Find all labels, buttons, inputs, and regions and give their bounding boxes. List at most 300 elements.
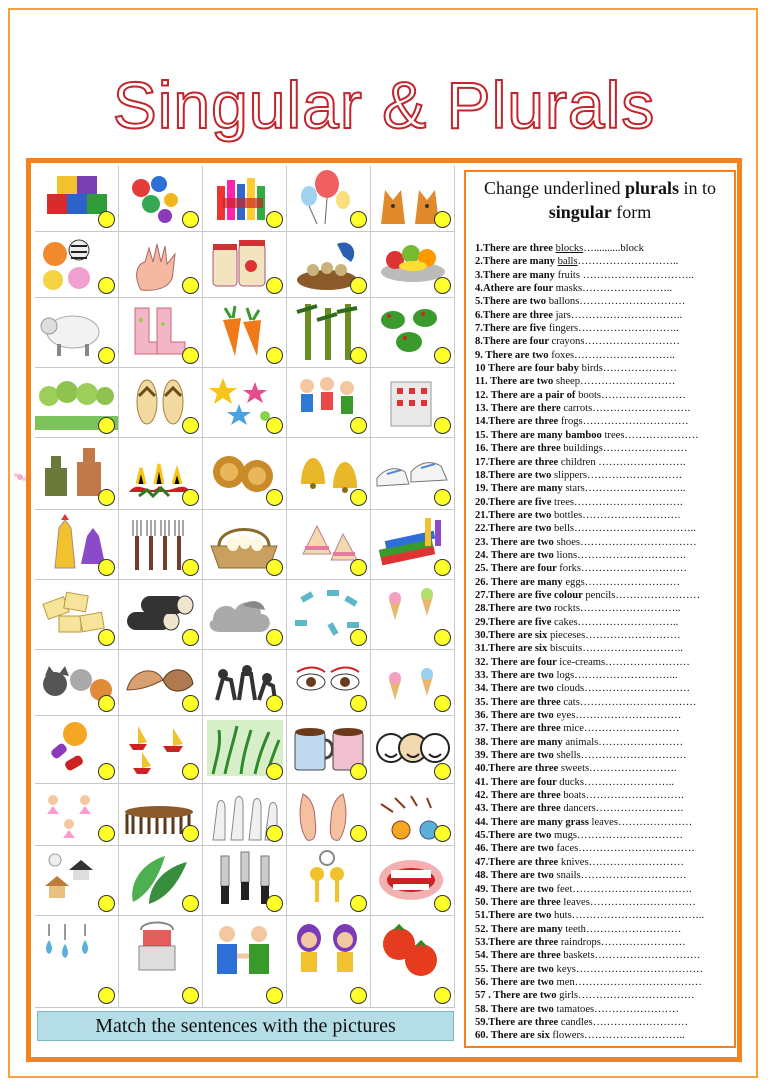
answer-blank[interactable]: ……………………. [595, 803, 684, 815]
instruction-bold-2: singular [548, 202, 612, 222]
sentence-item [475, 762, 733, 775]
match-instruction: Match the sentences with the pictures [37, 1011, 454, 1041]
sentence-list [475, 242, 733, 1043]
picture-cell [119, 232, 203, 298]
answer-blank[interactable]: ……………………….. [584, 1030, 685, 1042]
men-icon [203, 916, 287, 980]
answer-blank[interactable]: ……………………………….. [571, 910, 705, 922]
answer-blank[interactable]: ……………………… [583, 723, 680, 735]
answer-blank[interactable]: ………………………… [575, 710, 682, 722]
answer-blank[interactable]: ……………………….. [577, 256, 679, 268]
sentence-item [475, 562, 733, 575]
answer-blank[interactable]: …………………… [598, 736, 684, 748]
answer-circle[interactable] [98, 825, 115, 842]
sentence-noun: mice [563, 723, 584, 735]
sentence-prefix: 10 There are four baby [475, 363, 582, 375]
sentence-prefix: 14.There are three [475, 416, 561, 428]
answer-circle[interactable] [98, 763, 115, 780]
picture-cell [287, 368, 371, 438]
sentence-noun: blocks [555, 243, 584, 254]
answer-blank[interactable]: ……………………………… [575, 963, 704, 975]
sentence-noun: sheep [555, 376, 581, 388]
girls-icon [287, 916, 371, 980]
picture-grid [35, 166, 455, 1054]
answer-blank[interactable]: ……………………….. [578, 323, 679, 335]
instruction-text-2: in to [678, 178, 716, 198]
answer-circle[interactable] [266, 347, 283, 364]
picture-cell [119, 716, 203, 784]
answer-circle[interactable] [350, 825, 367, 842]
picture-cell [371, 846, 455, 916]
answer-circle[interactable] [182, 825, 199, 842]
sentence-prefix: 41. There are four [475, 776, 560, 788]
picture-cell [371, 438, 455, 510]
answer-circle[interactable] [266, 559, 283, 576]
sentence-item [475, 963, 733, 976]
answer-circle[interactable] [182, 559, 199, 576]
sentence-noun: biscuits [549, 643, 583, 655]
sentence-item [475, 442, 733, 455]
picture-cell [287, 232, 371, 298]
answer-blank[interactable]: …………………………… [578, 990, 695, 1002]
sentence-noun: carrots [563, 403, 593, 415]
picture-cell [203, 166, 287, 232]
sentence-noun: snails [556, 870, 581, 882]
sentence-item [475, 389, 733, 402]
sentence-noun: boats [563, 790, 586, 802]
answer-blank[interactable]: ………………………… [580, 750, 687, 762]
instruction-text-3: form [611, 202, 652, 222]
sentence-prefix: 13. There are there [475, 403, 564, 415]
sentence-prefix: 6.There are three [475, 309, 556, 321]
sentence-noun: jars [555, 309, 571, 321]
sentence-prefix: 55. There are two [475, 963, 557, 975]
picture-cell [35, 580, 119, 650]
instruction-bold-1: plurals [624, 178, 679, 198]
picture-cell [203, 232, 287, 298]
sentence-item [475, 642, 733, 655]
answer-blank[interactable]: ………………………… [584, 683, 691, 695]
answer-circle[interactable] [434, 987, 451, 1004]
sentence-item [475, 1003, 733, 1016]
answer-circle[interactable] [182, 277, 199, 294]
sentence-item [475, 816, 733, 829]
sentence-prefix: 9. There are two [475, 349, 552, 361]
answer-blank[interactable]: …………………… [615, 589, 701, 601]
sentence-prefix: 35. There are three [475, 696, 564, 708]
answer-circle[interactable] [266, 825, 283, 842]
sentence-item [475, 496, 733, 509]
sentence-item [475, 776, 733, 789]
answer-blank[interactable]: ………………………… [589, 896, 696, 908]
picture-cell [119, 368, 203, 438]
sentence-item [475, 349, 733, 362]
answer-circle[interactable] [350, 559, 367, 576]
sentence-prefix: 18.There are two [475, 469, 555, 481]
answer-circle[interactable] [182, 489, 199, 506]
sentence-item [475, 415, 733, 428]
answer-blank[interactable]: ……………………………… [574, 976, 702, 988]
picture-cell [203, 916, 287, 1008]
sentence-prefix: 44. There are many grass [475, 816, 592, 828]
sentence-prefix: 12. There are a pair of [475, 389, 579, 401]
picture-cell [287, 650, 371, 716]
sentence-noun: crayons [551, 336, 585, 348]
answer-circle[interactable] [434, 895, 451, 912]
sentence-item [475, 869, 733, 882]
sentence-item [475, 1016, 733, 1029]
sentence-noun: dancers [563, 803, 596, 815]
sentence-noun: eyes [556, 710, 576, 722]
answer-circle[interactable] [98, 559, 115, 576]
answer-circle[interactable] [266, 629, 283, 646]
sentence-noun: ice-creams [559, 656, 606, 668]
answer-circle[interactable] [98, 895, 115, 912]
sentence-prefix: 32. There are four [475, 656, 560, 668]
sentence-item [475, 469, 733, 482]
sentence-noun: cakes [554, 616, 578, 628]
picture-cell [203, 510, 287, 580]
sentence-noun: keys [556, 963, 576, 975]
answer-circle[interactable] [434, 489, 451, 506]
answer-blank[interactable]: ………………… [602, 363, 677, 375]
sentence-prefix: 3.There are many [475, 269, 558, 281]
sentence-prefix: 20.There are five [475, 496, 555, 508]
answer-circle[interactable] [434, 825, 451, 842]
sentence-noun: faces [556, 843, 579, 855]
picture-cell [119, 510, 203, 580]
answer-circle[interactable] [434, 763, 451, 780]
picture-cell [35, 166, 119, 232]
sentence-noun: stars [565, 483, 585, 495]
sentence-prefix: 27.There are five colour [475, 589, 586, 601]
sentence-item [475, 242, 733, 255]
answer-circle[interactable] [182, 695, 199, 712]
picture-cell [371, 580, 455, 650]
answer-circle[interactable] [182, 417, 199, 434]
sentence-item [475, 576, 733, 589]
sentence-noun: balls [557, 256, 578, 268]
sentence-prefix: 24. There are two [475, 549, 557, 561]
answer-circle[interactable] [182, 763, 199, 780]
sentence-item [475, 295, 733, 308]
picture-cell [287, 438, 371, 510]
answer-blank[interactable]: ………………… [624, 429, 699, 441]
sentence-noun: logs [556, 670, 575, 681]
picture-cell [371, 232, 455, 298]
picture-cell [371, 368, 455, 438]
answer-circle[interactable] [350, 629, 367, 646]
sentence-noun: frogs [560, 416, 583, 428]
sentence-prefix: 29.There are five [475, 616, 555, 628]
answer-blank[interactable]: …………………………… [578, 843, 695, 855]
sentence-item [475, 536, 733, 549]
answer-blank[interactable]: ……………………… [584, 576, 681, 588]
sentence-prefix: 48. There are two [475, 870, 557, 882]
sentence-item [475, 549, 733, 562]
answer-circle[interactable] [434, 347, 451, 364]
sentence-noun: feet [556, 883, 573, 895]
answer-blank[interactable]: ……………………….. [574, 349, 675, 361]
sentence-noun: girls [559, 990, 578, 1002]
answer-blank[interactable]: …..........block [583, 243, 644, 254]
sentence-prefix: 7.There are five [475, 323, 549, 335]
answer-blank[interactable]: …………………… [601, 389, 686, 401]
sentence-item [475, 883, 733, 896]
picture-cell [371, 916, 455, 1008]
picture-cell [119, 166, 203, 232]
answer-circle[interactable] [350, 695, 367, 712]
sentence-prefix: 22.There are two [475, 523, 555, 535]
answer-circle[interactable] [266, 763, 283, 780]
sentence-item [475, 282, 733, 295]
sentence-item [475, 309, 733, 322]
sentence-noun: fruits [557, 269, 580, 281]
picture-cell [35, 438, 119, 510]
sentence-prefix: 58. There are two [475, 1003, 557, 1015]
answer-circle[interactable] [266, 987, 283, 1004]
answer-circle[interactable] [98, 987, 115, 1004]
answer-blank[interactable]: ………………………... [574, 670, 678, 681]
answer-blank[interactable]: ………………………….. [570, 309, 683, 321]
answer-circle[interactable] [182, 347, 199, 364]
answer-blank[interactable]: …………………………… [579, 696, 697, 708]
sentence-prefix: 53.There are three [475, 936, 561, 948]
sentence-noun: children [560, 456, 596, 468]
picture-cell [35, 916, 119, 1008]
answer-circle[interactable] [98, 417, 115, 434]
sentence-noun: flowers [552, 1030, 585, 1042]
answer-blank[interactable]: ……………………….. [577, 616, 679, 628]
picture-cell [371, 166, 455, 232]
sentence-noun: trees [604, 429, 625, 441]
answer-circle[interactable] [98, 695, 115, 712]
answer-circle[interactable] [266, 211, 283, 228]
answer-blank[interactable]: …………………… [600, 936, 686, 948]
sentence-item [475, 656, 733, 669]
picture-cell [287, 510, 371, 580]
sentence-noun: ballons [548, 296, 580, 308]
sentence-prefix: 37. There are three [475, 723, 564, 735]
answer-blank[interactable]: …………………… [605, 656, 690, 668]
answer-circle[interactable] [266, 277, 283, 294]
sentence-noun: birds [581, 363, 603, 375]
sentence-item [475, 909, 733, 922]
answer-blank[interactable]: ………………………… [580, 870, 687, 882]
picture-cell [287, 916, 371, 1008]
sentence-item [475, 709, 733, 722]
sentence-noun: trees [554, 496, 575, 508]
picture-cell [119, 846, 203, 916]
picture-cell [371, 650, 455, 716]
answer-blank[interactable]: ………………………… [594, 950, 701, 962]
answer-blank[interactable]: …………………………. [574, 496, 683, 508]
sentence-item [475, 896, 733, 909]
answer-blank[interactable]: …………………….. [582, 283, 673, 295]
picture-cell [203, 784, 287, 846]
sentence-item [475, 749, 733, 762]
picture-cell [35, 510, 119, 580]
sentence-noun: sweets [560, 763, 590, 775]
answer-blank[interactable]: ……………………….. [579, 603, 681, 615]
answer-blank[interactable]: ………………………….. [579, 269, 694, 281]
answer-blank[interactable]: ………………………. [592, 403, 691, 415]
answer-blank[interactable]: ……………………… [584, 336, 680, 348]
answer-circle[interactable] [266, 695, 283, 712]
answer-circle[interactable] [98, 629, 115, 646]
sentence-item [475, 976, 733, 989]
sentence-noun: cats [563, 696, 580, 708]
sentence-item [475, 789, 733, 802]
answer-blank[interactable]: …………………………… [580, 536, 697, 548]
sentence-noun: pieceses [549, 629, 586, 641]
answer-circle[interactable] [182, 211, 199, 228]
answer-blank[interactable]: ……………………. [595, 456, 686, 468]
picture-cell [287, 784, 371, 846]
answer-blank[interactable]: …………………………….. [574, 523, 696, 535]
picture-cell [35, 232, 119, 298]
answer-blank[interactable]: ……………………….. [582, 643, 683, 655]
answer-circle[interactable] [98, 489, 115, 506]
answer-blank[interactable]: ………………… [618, 816, 693, 828]
raindrops-icon [35, 916, 119, 980]
sentence-prefix: 34. There are two [475, 683, 557, 695]
answer-circle[interactable] [350, 489, 367, 506]
sentence-item [475, 989, 733, 1002]
sentence-item [475, 616, 733, 629]
answer-blank[interactable]: ………………………. [582, 509, 681, 521]
sentence-noun: knives [560, 856, 589, 868]
sentence-prefix: 50. There are three [475, 896, 564, 908]
answer-circle[interactable] [350, 895, 367, 912]
answer-circle[interactable] [98, 211, 115, 228]
sentence-noun: tamatoes [556, 1003, 595, 1015]
answer-blank[interactable]: ……………………… [587, 469, 683, 481]
answer-circle[interactable] [434, 695, 451, 712]
picture-cell [203, 846, 287, 916]
sentence-noun: slippers [554, 469, 588, 481]
sentence-prefix: 45.There are two [475, 830, 555, 842]
picture-cell [119, 916, 203, 1008]
sentence-item [475, 509, 733, 522]
sentence-noun: masks [555, 283, 583, 295]
sentence-item [475, 682, 733, 695]
sentence-prefix: 26. There are many [475, 576, 566, 588]
sentence-item [475, 602, 733, 615]
sentence-prefix: 38. There are many [475, 736, 566, 748]
answer-blank[interactable]: ………………………… [579, 296, 686, 308]
answer-blank[interactable]: …………………… [594, 1003, 679, 1015]
answer-blank[interactable]: ……………………….. [584, 483, 686, 495]
answer-circle[interactable] [98, 347, 115, 364]
picture-cell [287, 846, 371, 916]
picture-cell [119, 438, 203, 510]
answer-circle[interactable] [434, 559, 451, 576]
picture-cell [371, 510, 455, 580]
sentence-prefix: 19. There are many [475, 483, 566, 495]
answer-circle[interactable] [182, 987, 199, 1004]
answer-blank[interactable]: ……………………… [588, 856, 684, 868]
answer-circle[interactable] [434, 277, 451, 294]
sentence-noun: forks [559, 563, 582, 575]
picture-cell [35, 846, 119, 916]
answer-blank[interactable]: …………………….. [583, 776, 675, 788]
sentence-noun: boots [578, 389, 602, 401]
sentence-item [475, 335, 733, 348]
answer-blank[interactable]: ……………………… [580, 376, 676, 388]
sentence-item [475, 923, 733, 936]
answer-circle[interactable] [98, 277, 115, 294]
answer-circle[interactable] [182, 895, 199, 912]
answer-circle[interactable] [434, 629, 451, 646]
answer-circle[interactable] [350, 763, 367, 780]
sentence-prefix: 21.There are two [475, 509, 555, 521]
picture-cell [119, 580, 203, 650]
sentence-prefix: 36. There are two [475, 710, 557, 722]
sentence-prefix: 42. There are three [475, 790, 564, 802]
sentence-prefix: 54. There are three [475, 950, 564, 962]
answer-blank[interactable]: ………………………… [577, 830, 683, 842]
sentence-item [475, 829, 733, 842]
sentence-prefix: 49. There are two [475, 883, 557, 895]
sentence-prefix: 57 . There are two [475, 990, 560, 1002]
sentence-item [475, 696, 733, 709]
picture-cell [203, 298, 287, 368]
answer-circle[interactable] [350, 987, 367, 1004]
answer-circle[interactable] [266, 489, 283, 506]
answer-blank[interactable]: ……………………… [585, 923, 682, 935]
answer-circle[interactable] [266, 417, 283, 434]
sentence-prefix: 23. There are two [475, 536, 557, 548]
sentence-item [475, 482, 733, 495]
sentence-noun: buildings [563, 443, 603, 455]
answer-circle[interactable] [350, 417, 367, 434]
picture-cell [35, 716, 119, 784]
answer-circle[interactable] [434, 417, 451, 434]
sentence-prefix: 16. There are three [475, 443, 564, 455]
answer-blank[interactable]: ………………………… [582, 416, 689, 428]
answer-circle[interactable] [182, 629, 199, 646]
answer-circle[interactable] [434, 211, 451, 228]
sentence-noun: foxes [551, 349, 575, 361]
answer-blank[interactable]: ………………………… [581, 563, 687, 575]
sentence-noun: animals [565, 736, 599, 748]
answer-blank[interactable]: ………………………. [585, 790, 684, 802]
sentence-item [475, 322, 733, 335]
picture-cell [35, 298, 119, 368]
answer-blank[interactable]: ……………………… [585, 629, 681, 641]
answer-circle[interactable] [350, 347, 367, 364]
answer-circle[interactable] [350, 211, 367, 228]
answer-blank[interactable]: …………………… [602, 443, 688, 455]
sentence-noun: clouds [556, 683, 585, 695]
sentence-noun: rockts [554, 603, 580, 615]
answer-circle[interactable] [266, 895, 283, 912]
sentence-noun: bells [554, 523, 575, 535]
sentence-prefix: 15. There are many bamboo [475, 429, 605, 441]
answer-blank[interactable]: …………………………. [577, 549, 686, 561]
sentence-noun: leaves [591, 816, 619, 828]
answer-blank[interactable]: ……………………………. [572, 883, 692, 895]
sentence-item [475, 736, 733, 749]
sentence-item [475, 856, 733, 869]
sentence-noun: shells [556, 750, 581, 762]
sentence-prefix: 47.There are three [475, 856, 561, 868]
answer-blank[interactable]: ……………………… [592, 1016, 689, 1028]
answer-circle[interactable] [350, 277, 367, 294]
sentence-noun: leaves [563, 896, 590, 908]
answer-blank[interactable]: ……………………. [589, 763, 677, 775]
